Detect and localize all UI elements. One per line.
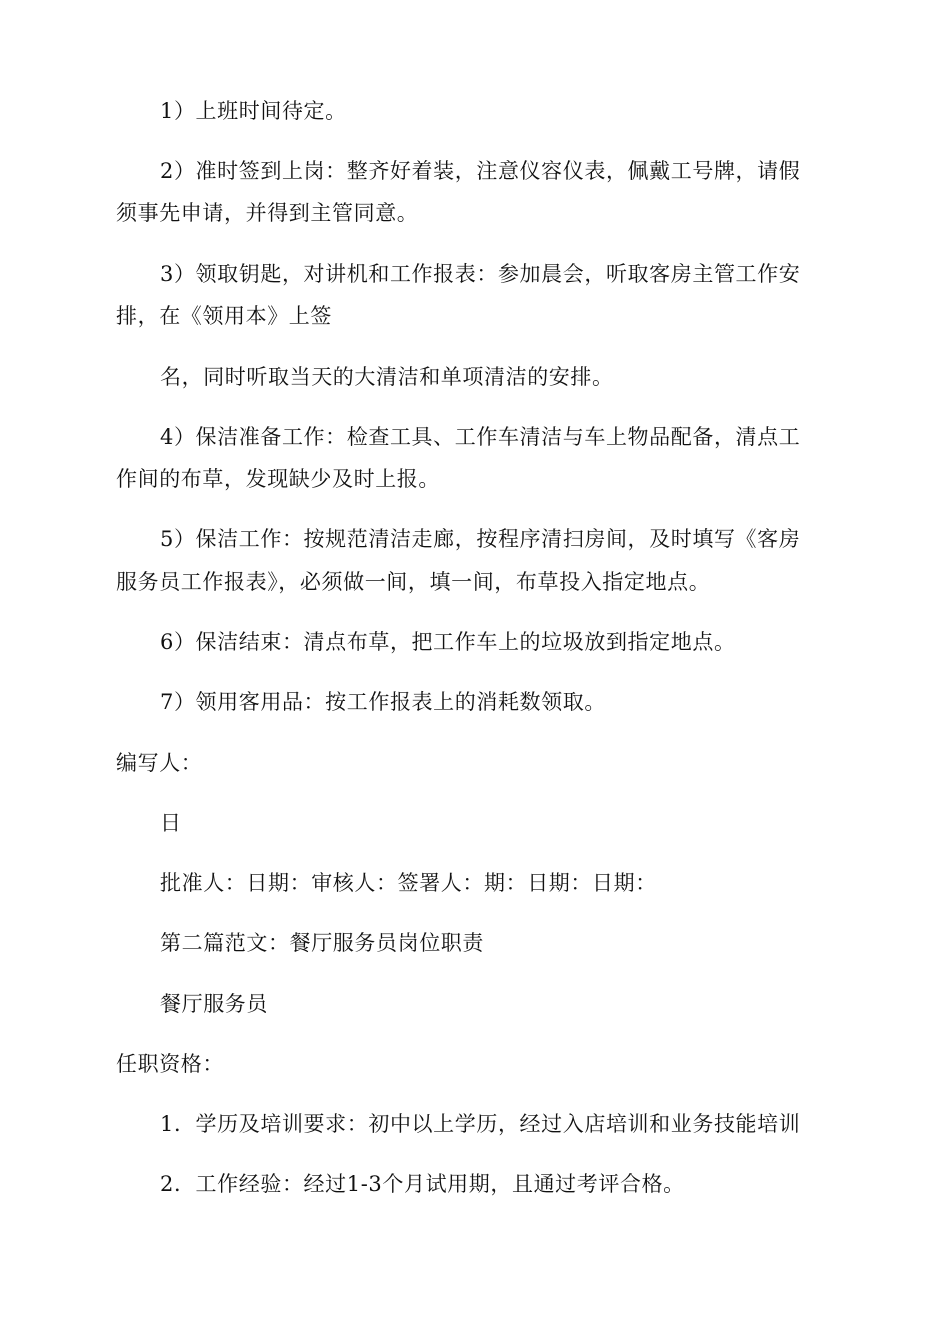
item-4-preparation-line-1: 4）保洁准备工作：检查工具、工作车清洁与车上物品配备，清点工: [160, 425, 801, 449]
item-3-keys-line-1: 3）领取钥匙，对讲机和工作报表：参加晨会，听取客房主管工作安: [160, 262, 801, 286]
qualification-2-experience: 2．工作经验：经过1-3个月试用期，且通过考评合格。: [160, 1172, 685, 1196]
item-7-supplies: 7）领用客用品：按工作报表上的消耗数领取。: [160, 690, 606, 714]
date-fragment: 日: [160, 811, 182, 835]
approval-line: 批准人：日期：审核人：签署人：期：日期：日期：: [160, 871, 657, 895]
qualifications-heading: 任职资格：: [116, 1052, 224, 1076]
item-2-sign-in-line-2: 须事先申请，并得到主管同意。: [116, 201, 419, 225]
item-3-keys-line-2: 排，在《领用本》上签: [116, 304, 332, 328]
author-label: 编写人：: [116, 751, 203, 775]
item-5-cleaning-line-2: 服务员工作报表》，必须做一间，填一间，布草投入指定地点。: [116, 570, 711, 594]
section-title: 第二篇范文：餐厅服务员岗位职责: [160, 931, 484, 955]
job-title: 餐厅服务员: [160, 992, 268, 1016]
item-4-preparation-line-2: 作间的布草，发现缺少及时上报。: [116, 467, 440, 491]
item-3-keys-line-3: 名，同时听取当天的大清洁和单项清洁的安排。: [160, 365, 614, 389]
item-5-cleaning-line-1: 5）保洁工作：按规范清洁走廊，按程序清扫房间，及时填写《客房: [160, 527, 801, 551]
item-6-finish: 6）保洁结束：清点布草，把工作车上的垃圾放到指定地点。: [160, 630, 736, 654]
item-1-work-hours: 1）上班时间待定。: [160, 99, 347, 123]
qualification-1-education: 1．学历及培训要求：初中以上学历，经过入店培训和业务技能培训: [160, 1112, 801, 1136]
item-2-sign-in-line-1: 2）准时签到上岗：整齐好着装，注意仪容仪表，佩戴工号牌，请假: [160, 159, 801, 183]
